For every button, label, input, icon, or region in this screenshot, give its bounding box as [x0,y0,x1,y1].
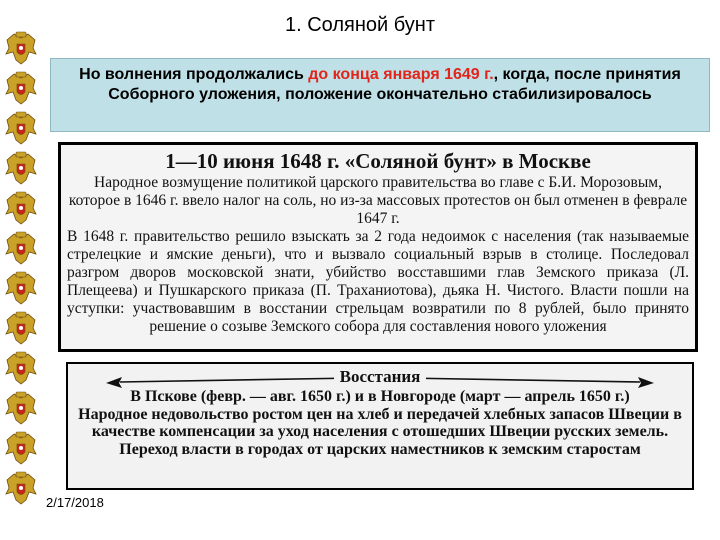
russian-coat-of-arms-icon [4,430,38,468]
russian-coat-of-arms-icon [4,470,38,508]
russian-coat-of-arms-icon [4,310,38,348]
uprisings-heading-row [76,366,684,388]
arrow-right-icon [404,374,654,390]
russian-coat-of-arms-icon [4,270,38,308]
excerpt-paragraph-2: В 1648 г. правительство решило взыскать за 2 года недоимок с населения (так называемые стрелецкие и ямские деньги), что и вызвало социальный взрыв в столице. Последовал разгром дворов московской знати, убийство восставшими глав Земского приказа (Л. Плещеева) и Пушкарского приказа (П. Траханиотова), дьяка Н. Чистого. Власти пошли на уступки: участвовавшим в восстании стрельцам возвратили по 8 рублей, было принято решение о созыве Земского собора для составления нового уложения [67,228,689,335]
russian-coat-of-arms-icon [4,230,38,268]
russian-coat-of-arms-icon [4,70,38,108]
russian-coat-of-arms-icon [4,30,38,68]
arrow-left-icon [106,374,356,390]
info-box [50,58,710,132]
slide-title: 1. Соляной бунт [285,14,435,36]
uprisings-line-2: Народное недовольство ростом цен на хлеб и передачей хлебных запасов Швеции в качестве компенсации за уход населения с отошедших Швеции русских земель. Переход власти в городах от царских наместников к земским старостам [78,405,682,458]
eagle-column [2,30,42,510]
excerpt-heading: 1—10 июня 1648 г. «Соляной бунт» в Москве [165,149,591,173]
info-text-part1: Но волнения продолжались [79,66,309,83]
russian-coat-of-arms-icon [4,390,38,428]
uprisings-heading: Восстания [334,367,427,386]
slide-date: 2/17/2018 [46,495,104,510]
uprisings-line-1: В Пскове (февр. — авг. 1650 г.) и в Новгороде (март — апрель 1650 г.) [130,388,630,405]
info-text-part2: , когда, после принятия Соборного уложения, положение окончательно стабилизировалось [108,66,681,103]
russian-coat-of-arms-icon [4,110,38,148]
russian-coat-of-arms-icon [4,150,38,188]
info-highlight: до конца января 1649 г. [308,66,494,83]
scanned-excerpt-salt-riot [58,142,698,352]
russian-coat-of-arms-icon [4,190,38,228]
scanned-excerpt-uprisings [66,362,694,490]
russian-coat-of-arms-icon [4,350,38,388]
excerpt-paragraph-1: Народное возмущение политикой царского правительства во главе с Б.И. Морозовым, которое в 1646 г. ввело налог на соль, но из-за массовых протестов он был отменен в феврале 1647 г. [68,174,688,227]
